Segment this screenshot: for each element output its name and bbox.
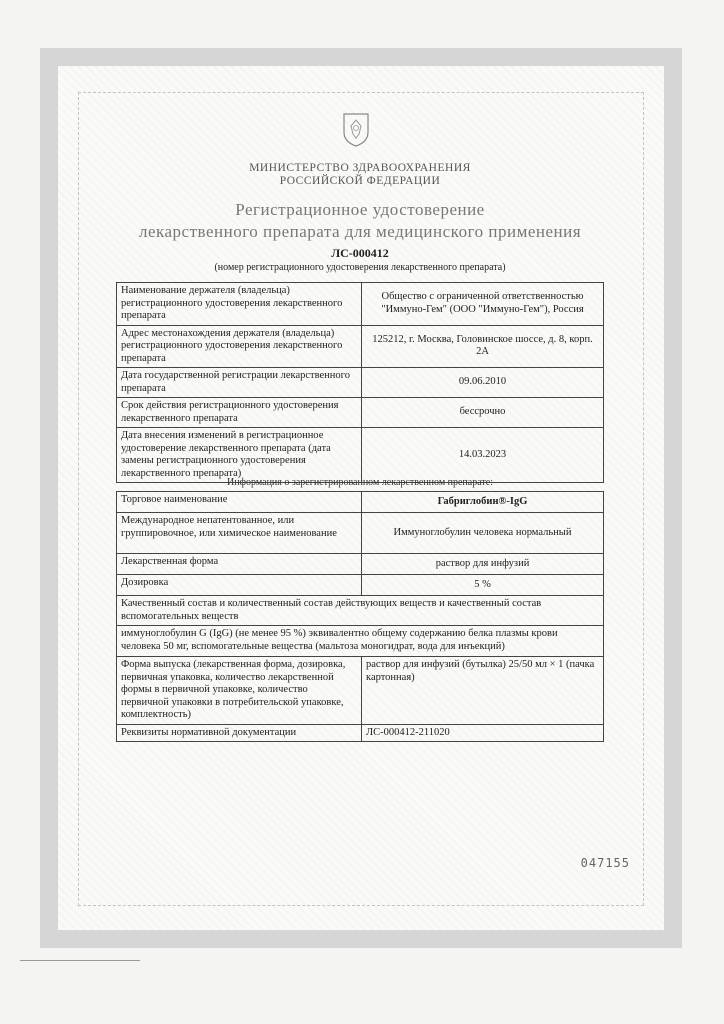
inn-value: Иммуноглобулин человека нормальный [362, 513, 604, 554]
normative-doc-value: ЛС-000412-211020 [362, 724, 604, 742]
validity-value: бессрочно [362, 398, 604, 428]
amendment-date-label: Дата внесения изменений в регистрационное удостоверение лекарственного препарата (дата замены регистрационного удостоверения лекарственного препарата) [117, 428, 362, 483]
ministry-line-1: МИНИСТЕРСТВО ЗДРАВООХРАНЕНИЯ [249, 162, 471, 174]
registration-date-value: 09.06.2010 [362, 368, 604, 398]
table-row [117, 368, 604, 398]
ministry-line-2: РОССИЙСКОЙ ФЕДЕРАЦИИ [279, 175, 441, 187]
release-form-value: раствор для инфузий (бутылка) 25/50 мл × 1 (пачка картонная) [362, 657, 604, 725]
scan-edge-mark [20, 960, 140, 961]
drug-table [116, 491, 604, 742]
table-row [117, 596, 604, 626]
table-row [117, 513, 604, 554]
drug-info-heading: Информация о зарегистрированном лекарственном препарате: [226, 477, 493, 488]
holder-table [116, 282, 604, 483]
document-title-line-2: лекарственного препарата для медицинского применения [138, 222, 582, 241]
inn-label: Международное непатентованное, или группировочное, или химическое наименование [117, 513, 362, 554]
dosage-label: Дозировка [117, 575, 362, 596]
table-row [117, 626, 604, 657]
registration-number: ЛС-000412 [331, 246, 389, 260]
composition-heading: Качественный состав и количественный состав действующих веществ и качественный состав вспомогательных веществ [117, 596, 604, 626]
table-row [117, 325, 604, 368]
holder-address-value: 125212, г. Москва, Головинское шоссе, д. 8, корп. 2А [362, 325, 604, 368]
dosage-form-label: Лекарственная форма [117, 554, 362, 575]
table-row [117, 428, 604, 483]
trade-name-label: Торговое наименование [117, 492, 362, 513]
holder-name-value: Общество с ограниченной ответственностью "Иммуно-Гем" (ООО "Иммуно-Гем"), Россия [362, 283, 604, 326]
holder-address-label: Адрес местонахождения держателя (владельца) регистрационного удостоверения лекарственного препарата [117, 325, 362, 368]
document-title-line-1: Регистрационное удостоверение [235, 200, 485, 219]
registration-date-label: Дата государственной регистрации лекарственного препарата [117, 368, 362, 398]
ministry-name [200, 162, 520, 188]
registration-number-note: (номер регистрационного удостоверения лекарственного препарата) [214, 262, 506, 273]
holder-name-label: Наименование держателя (владельца) регистрационного удостоверения лекарственного препарата [117, 283, 362, 326]
normative-doc-label: Реквизиты нормативной документации [117, 724, 362, 742]
amendment-date-value: 14.03.2023 [362, 428, 604, 483]
dosage-value: 5 % [362, 575, 604, 596]
table-row [117, 657, 604, 725]
release-form-label: Форма выпуска (лекарственная форма, дозировка, первичная упаковка, количество лекарственной формы в первичной упаковке, количество первичной упаковки в потребительской упаковке, комплектность) [117, 657, 362, 725]
table-row [117, 724, 604, 742]
composition-text: иммуноглобулин G (IgG) (не менее 95 %) эквивалентно общему содержанию белка плазмы крови человека 50 мг, вспомогательные вещества (мальтоза моногидрат, вода для инъекций) [117, 626, 604, 657]
table-row [117, 554, 604, 575]
table-row [117, 283, 604, 326]
table-row [117, 492, 604, 513]
validity-label: Срок действия регистрационного удостоверения лекарственного препарата [117, 398, 362, 428]
form-serial-number: 047155 [580, 856, 630, 870]
table-row [117, 575, 604, 596]
trade-name-value: Габриглобин®-IgG [362, 492, 604, 513]
table-row [117, 398, 604, 428]
coat-of-arms-icon [341, 112, 371, 148]
dosage-form-value: раствор для инфузий [362, 554, 604, 575]
